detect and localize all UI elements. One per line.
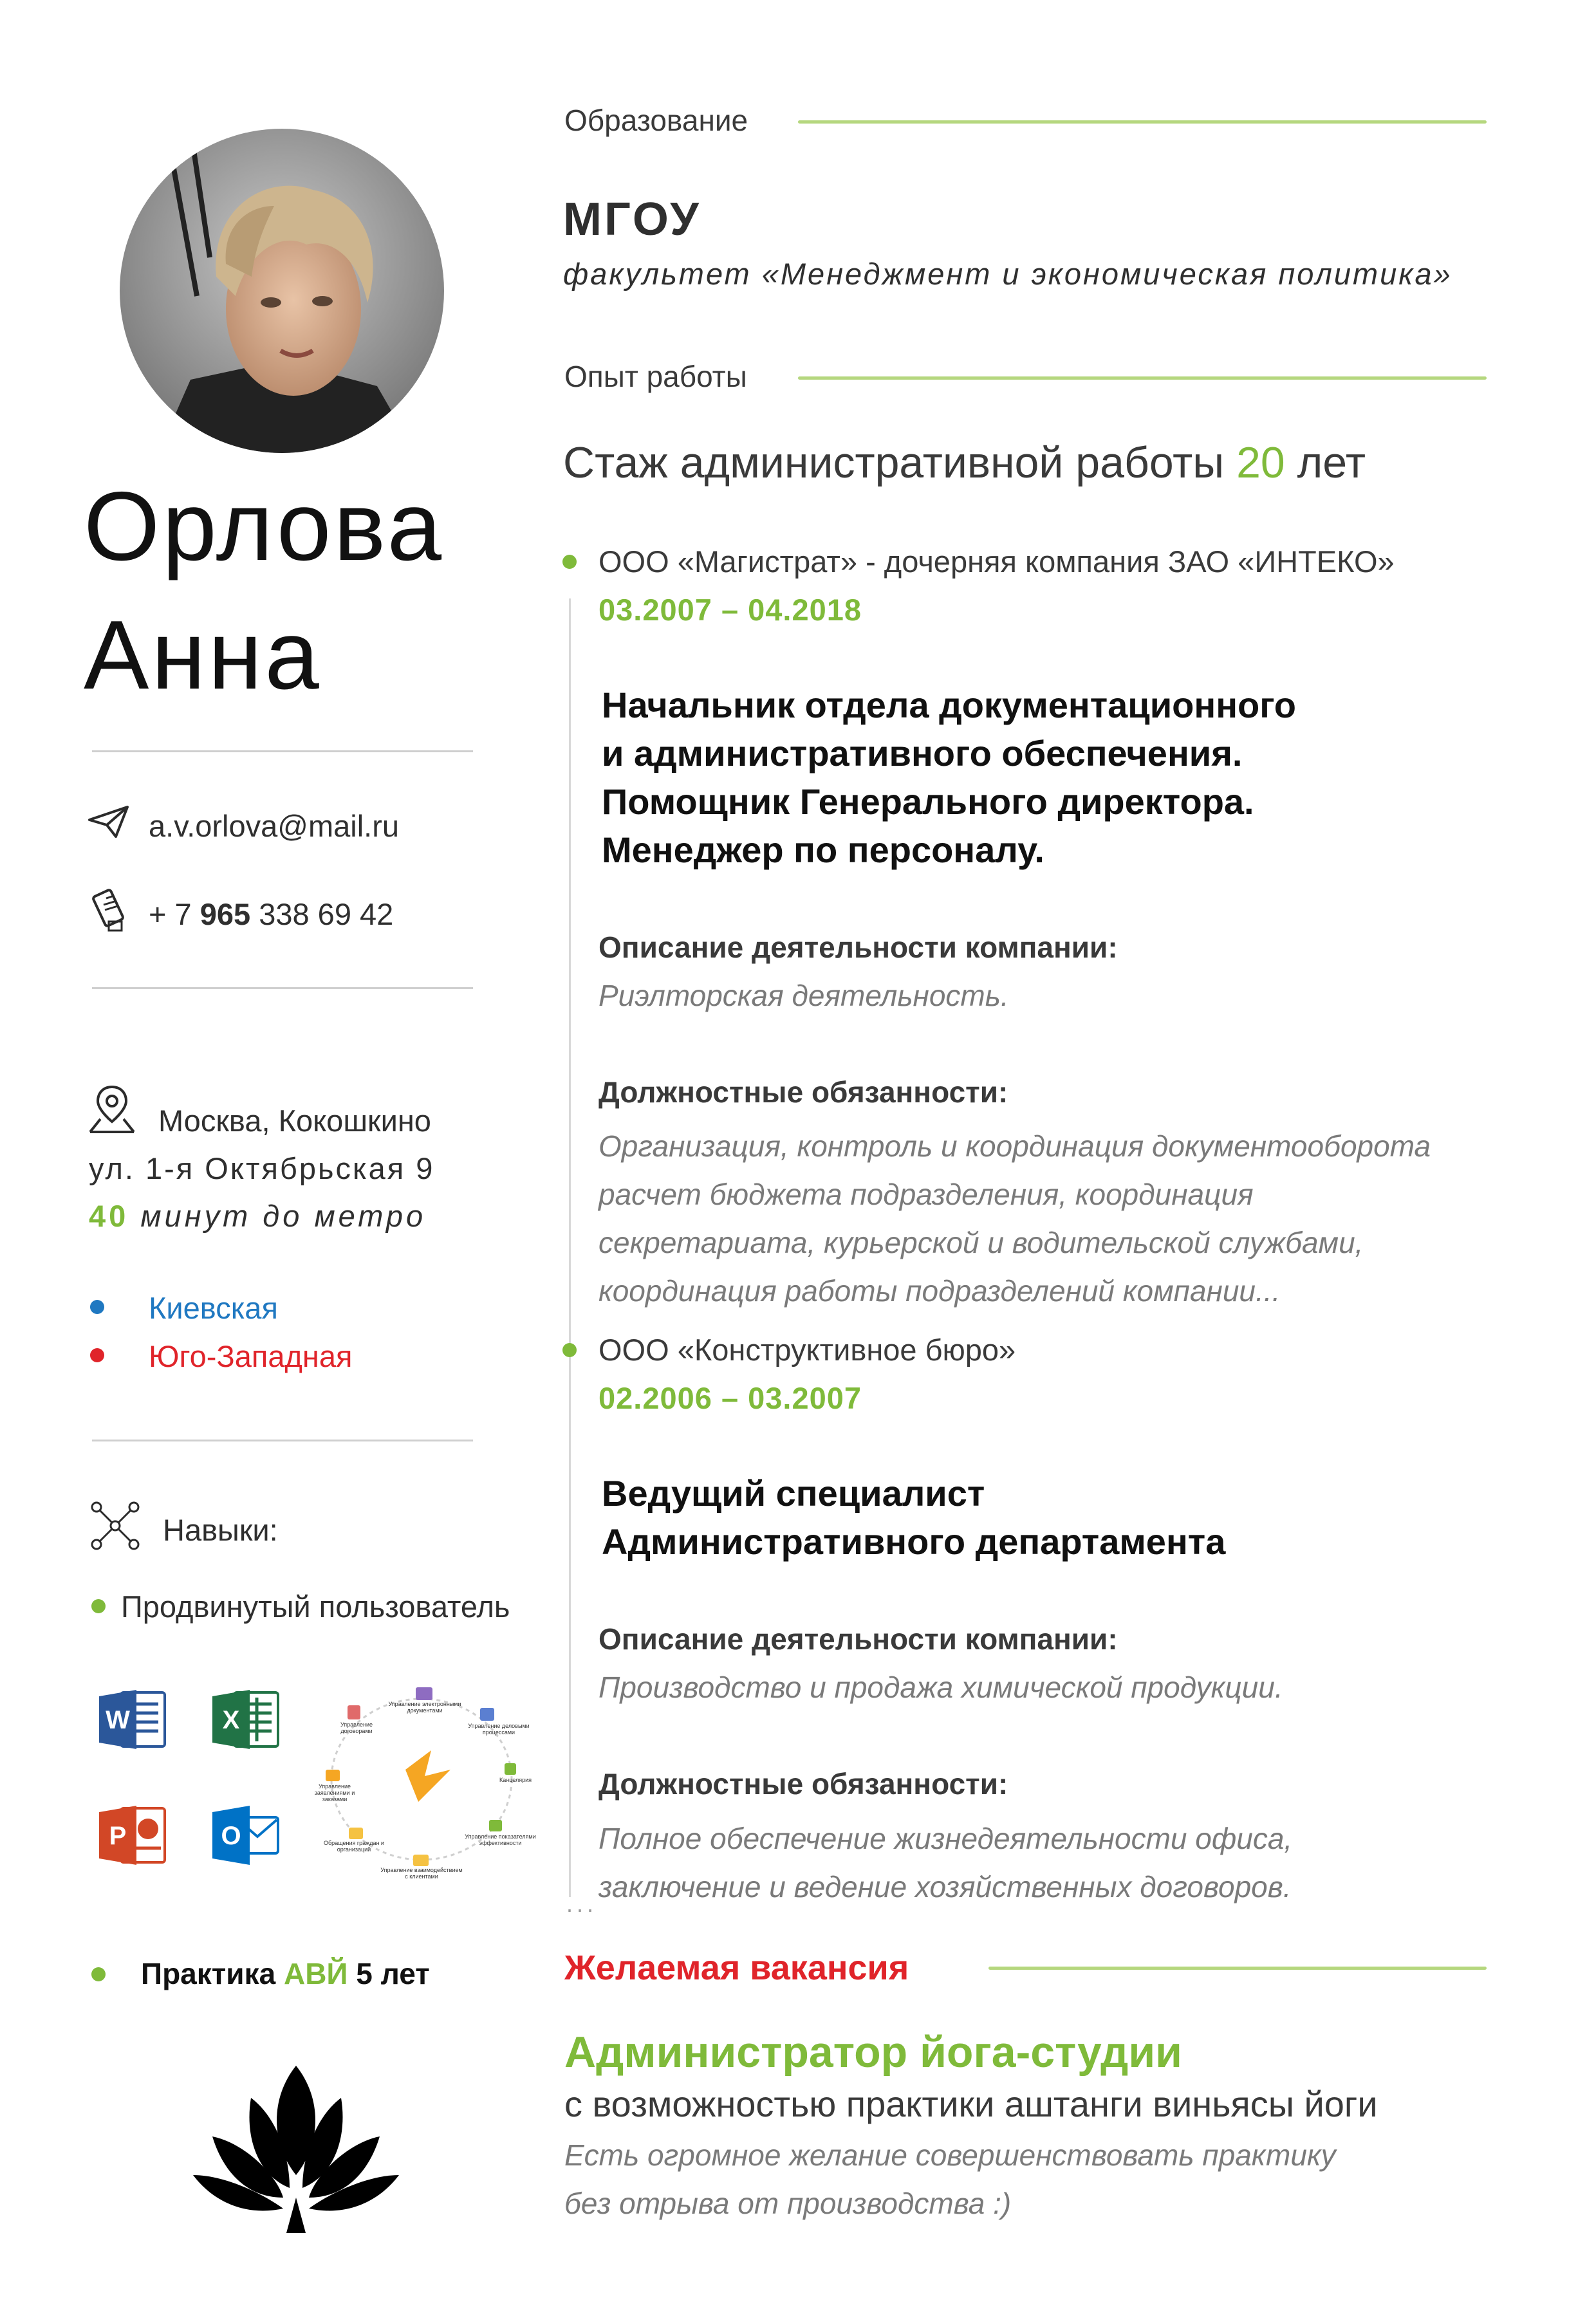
position-line: Начальник отдела документационного (602, 685, 1297, 725)
duty-line: секретариата, курьерской и водительской службами, (598, 1226, 1364, 1259)
skills-title: Навыки: (163, 1513, 278, 1547)
vacancy-note-line: Есть огромное желание совершенствовать практику (564, 2138, 1336, 2172)
experience-section-title: Опыт работы (564, 360, 747, 393)
phone-number[interactable] (149, 896, 393, 932)
duty-line: расчет бюджета подразделения, координация (598, 1178, 1254, 1211)
first-name: Анна (84, 600, 322, 710)
timeline-line (569, 598, 571, 1467)
position-line: Менеджер по персоналу. (602, 829, 1044, 870)
divider (92, 750, 473, 752)
practice-text (141, 1956, 430, 1991)
job-period: 02.2006 – 03.2007 (598, 1381, 862, 1415)
phone-prefix: + 7 (149, 897, 192, 931)
job-bullet (562, 555, 577, 569)
svg-text:W: W (106, 1706, 130, 1734)
skills-bullet (91, 1599, 106, 1613)
duties-list (598, 1815, 1292, 1911)
duties-title: Должностные обязанности: (598, 1767, 1008, 1801)
education-school: МГОУ (563, 194, 701, 245)
vacancy-note (564, 2131, 1336, 2228)
word-icon (97, 1686, 169, 1753)
metro-station-2: Юго-Западная (149, 1339, 353, 1373)
company-desc: Производство и продажа химической продукции. (598, 1671, 1283, 1704)
lotus-icon (187, 2059, 405, 2239)
address-line1: Москва, Кокошкино (158, 1104, 431, 1138)
duty-line: координация работы подразделений компании... (598, 1274, 1281, 1308)
duties-list (598, 1122, 1431, 1315)
last-name: Орлова (84, 472, 445, 581)
position-line: Ведущий специалист (602, 1473, 985, 1514)
diagram-label: Управление заявлениями и заказами (314, 1783, 355, 1802)
svg-text:O: O (221, 1822, 241, 1850)
section-line (798, 120, 1487, 124)
avatar-photo (120, 129, 444, 453)
job-company: ООО «Конструктивное бюро» (598, 1333, 1016, 1367)
practice-bullet (91, 1967, 106, 1981)
diagram-label: Обращения граждан и организаций (324, 1840, 384, 1853)
duty-line: Полное обеспечение жизнедеятельности офиса, (598, 1822, 1293, 1855)
practice-suffix: 5 лет (356, 1957, 430, 1990)
education-section-title: Образование (564, 104, 748, 137)
section-line (988, 1967, 1487, 1970)
svg-text:P: P (109, 1822, 127, 1850)
phone-icon (92, 887, 128, 933)
metro-minutes-text: минут до метро (140, 1199, 427, 1233)
diagram-label: Управление показателями эффективности (465, 1833, 536, 1846)
job-bullet (562, 1343, 577, 1357)
divider (92, 987, 473, 989)
job-positions (602, 681, 1296, 874)
summary-suffix: лет (1297, 438, 1366, 487)
position-line: Административного департамента (602, 1521, 1226, 1562)
metro-station-1: Киевская (149, 1291, 278, 1325)
summary-prefix: Стаж административной работы (563, 438, 1225, 487)
metro-distance (89, 1198, 426, 1234)
duties-title: Должностные обязанности: (598, 1075, 1008, 1109)
mail-icon (88, 804, 130, 839)
position-line: и административного обеспечения. (602, 733, 1243, 774)
job-period: 03.2007 – 04.2018 (598, 593, 862, 627)
practice-prefix: Практика (141, 1957, 276, 1990)
outlook-icon (210, 1802, 282, 1869)
duty-line: заключение и ведение хозяйственных договоров. (598, 1870, 1292, 1904)
section-line (798, 376, 1487, 380)
phone-rest: 338 69 42 (259, 897, 394, 931)
vacancy-title: Администратор йога-студии (564, 2028, 1182, 2077)
experience-summary (563, 438, 1366, 488)
practice-highlight: АВЙ (283, 1957, 348, 1990)
job-company: ООО «Магистрат» - дочерняя компания ЗАО «ИНТЕКО» (598, 544, 1395, 579)
company-desc: Риэлторская деятельность. (598, 979, 1009, 1012)
powerpoint-icon (97, 1802, 169, 1869)
diagram-label: Управление деловыми процессами (468, 1723, 530, 1736)
phone-code: 965 (200, 897, 251, 931)
vacancy-section-title: Желаемая вакансия (564, 1949, 909, 1987)
svg-text:X: X (222, 1706, 240, 1734)
summary-years: 20 (1236, 438, 1285, 487)
metro-dot-red (90, 1348, 104, 1362)
job-positions (602, 1469, 1225, 1566)
diagram-label: Управление договорами (340, 1721, 373, 1734)
timeline-line (569, 1389, 571, 1897)
education-faculty: факультет «Менеджмент и экономическая политика» (563, 257, 1452, 291)
divider (92, 1440, 473, 1441)
timeline-ellipsis: ... (566, 1891, 598, 1917)
network-icon (89, 1499, 142, 1552)
diagram-label: Канцелярия (499, 1777, 532, 1783)
metro-dot-blue (90, 1300, 104, 1314)
avatar (120, 129, 444, 453)
excel-icon (210, 1686, 282, 1753)
diagram-label: Управление взаимодействием с клиентами (380, 1867, 463, 1880)
skills-level: Продвинутый пользователь (121, 1589, 510, 1624)
company-desc-title: Описание деятельности компании: (598, 1622, 1118, 1656)
location-pin-icon (88, 1083, 136, 1135)
email-link[interactable]: a.v.orlova@mail.ru (149, 809, 400, 843)
metro-minutes: 40 (89, 1199, 129, 1233)
diagram-label: Управление электронными документами (388, 1701, 461, 1714)
duty-line: Организация, контроль и координация документооборота (598, 1129, 1431, 1163)
position-line: Помощник Генерального директора. (602, 781, 1254, 822)
vacancy-note-line: без отрыва от производства :) (564, 2187, 1012, 2220)
document-workflow-diagram (302, 1673, 541, 1885)
vacancy-subtitle: с возможностью практики аштанги виньясы йоги (564, 2084, 1378, 2124)
company-desc-title: Описание деятельности компании: (598, 931, 1118, 964)
address-line2: ул. 1-я Октябрьская 9 (89, 1151, 435, 1185)
